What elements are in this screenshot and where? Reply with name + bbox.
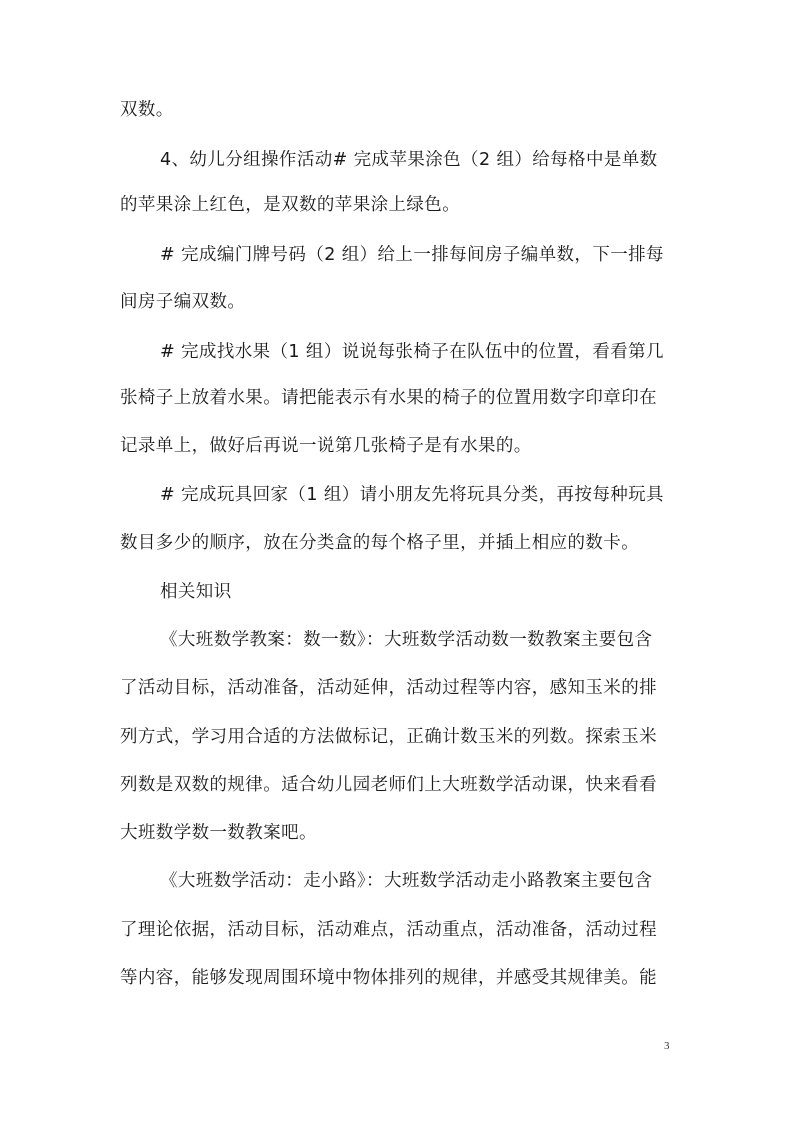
- text-line: 间房子编双数。: [120, 292, 246, 312]
- text-line: 记录单上，做好后再说一说第几张椅子是有水果的。: [120, 436, 532, 456]
- text-line: # 完成玩具回家（1 组）请小朋友先将玩具分类，再按每种玩具: [160, 485, 664, 505]
- section-heading: 相关知识: [160, 582, 232, 602]
- text-line: 《大班数学活动：走小路》：大班数学活动走小路教案主要包含: [160, 871, 653, 891]
- text-line: 大班数学数一数教案吧。: [120, 823, 317, 843]
- text-line: 的苹果涂上红色，是双数的苹果涂上绿色。: [120, 195, 461, 215]
- text-line: 列数是双数的规律。适合幼儿园老师们上大班数学活动课，快来看看: [120, 775, 657, 795]
- text-line: 数目多少的顺序，放在分类盒的每个格子里，并插上相应的数卡。: [120, 533, 640, 553]
- text-line: 列方式，学习用合适的方法做标记，正确计数玉米的列数。探索玉米: [120, 727, 657, 747]
- text-line: # 完成编门牌号码（2 组）给上一排每间房子编单数，下一排每: [160, 245, 664, 265]
- page-number: 3: [664, 1040, 670, 1052]
- text-line: 等内容，能够发现周围环境中物体排列的规律，并感受其规律美。能: [120, 968, 657, 988]
- text-line: # 完成找水果（1 组）说说每张椅子在队伍中的位置，看看第几: [160, 342, 664, 362]
- text-line: 4、幼儿分组操作活动# 完成苹果涂色（2 组）给每格中是单数: [160, 150, 658, 170]
- text-line: 《大班数学教案：数一数》：大班数学活动数一数教案主要包含: [160, 630, 653, 650]
- text-line: 了活动目标，活动准备，活动延伸，活动过程等内容，感知玉米的排: [120, 678, 657, 698]
- text-line: 了理论依据，活动目标，活动难点，活动重点，活动准备，活动过程: [120, 920, 657, 940]
- text-line: 双数。: [120, 100, 174, 120]
- text-line: 张椅子上放着水果。请把能表示有水果的椅子的位置用数字印章印在: [120, 388, 657, 408]
